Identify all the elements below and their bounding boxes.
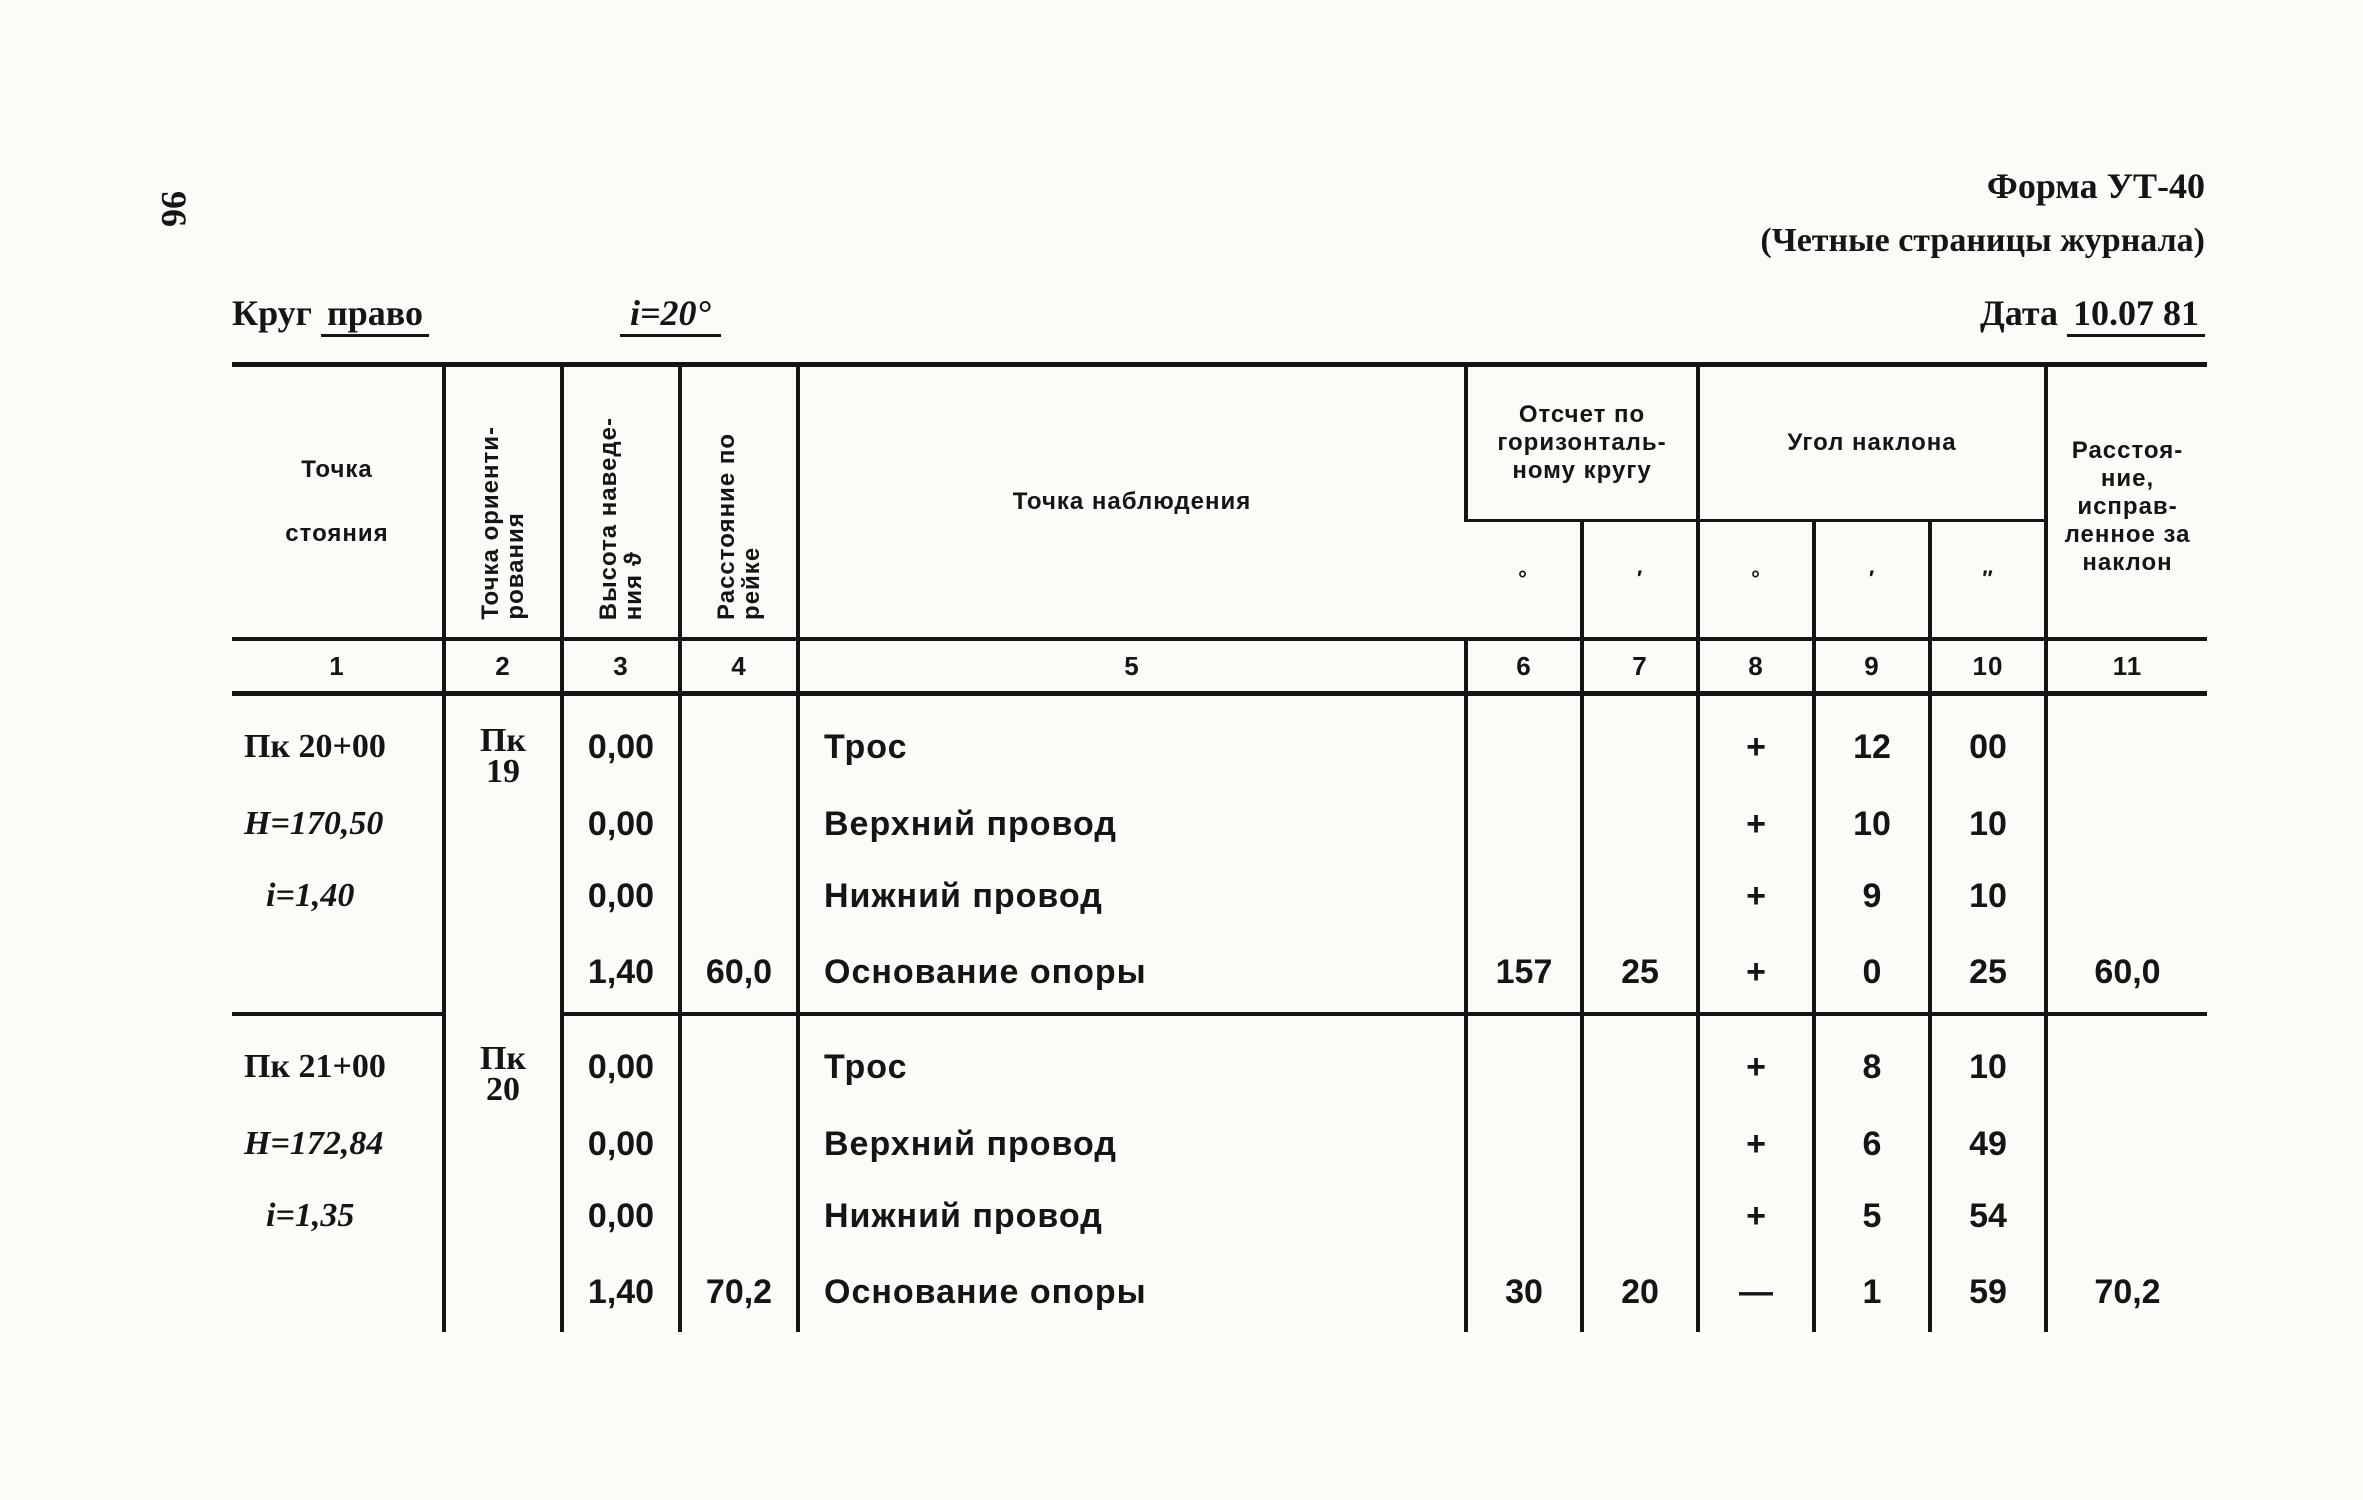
h-min-cell: 20 xyxy=(1582,1252,1698,1332)
circle-value: право xyxy=(321,294,429,337)
circle-label: Круг xyxy=(232,293,312,333)
col-number-5: 5 xyxy=(798,639,1466,694)
header-a-deg: ° xyxy=(1698,520,1814,639)
rod-cell: 70,2 xyxy=(680,1252,798,1332)
height-cell: 1,40 xyxy=(562,1252,680,1332)
orientation-cell xyxy=(444,694,562,1015)
col-number-6: 6 xyxy=(1466,639,1582,694)
h-min-cell: 25 xyxy=(1582,932,1698,1014)
station-cell xyxy=(232,1252,444,1332)
h-min-cell xyxy=(1582,860,1698,932)
a-deg-cell: 1 xyxy=(1814,1252,1930,1332)
header-horizontal-reading: Отсчет по горизонталь-ному кругу xyxy=(1466,365,1698,521)
observation-cell: Верхний провод xyxy=(798,788,1466,860)
observation-cell: Основание опоры xyxy=(798,932,1466,1014)
h-min-cell xyxy=(1582,788,1698,860)
h-deg-cell xyxy=(1466,788,1582,860)
height-cell: 0,00 xyxy=(562,860,680,932)
sign-cell: + xyxy=(1698,1180,1814,1252)
h-min-cell xyxy=(1582,1014,1698,1108)
table-row xyxy=(232,694,2207,789)
dist-cell: 70,2 xyxy=(2046,1252,2207,1332)
a-deg-cell: 0 xyxy=(1814,932,1930,1014)
header-rod-distance xyxy=(680,365,798,640)
col-number-3: 3 xyxy=(562,639,680,694)
dist-cell xyxy=(2046,1180,2207,1252)
dist-cell xyxy=(2046,860,2207,932)
rod-cell xyxy=(680,860,798,932)
a-min-cell: 10 xyxy=(1930,788,2046,860)
a-deg-cell: 10 xyxy=(1814,788,1930,860)
rod-cell xyxy=(680,1108,798,1180)
sign-cell: + xyxy=(1698,1014,1814,1108)
sign-cell: + xyxy=(1698,860,1814,932)
angle-field xyxy=(620,292,721,337)
station-cell: H=172,84 xyxy=(244,1125,384,1162)
rod-cell xyxy=(680,694,798,789)
dist-cell xyxy=(2046,1014,2207,1108)
dist-cell xyxy=(2046,1108,2207,1180)
col-number-9: 9 xyxy=(1814,639,1930,694)
header-sighting-height-text: Высота наведе- ния ϑ xyxy=(594,416,647,620)
observation-cell: Трос xyxy=(798,694,1466,789)
header-station-line1: Точка xyxy=(301,456,373,483)
observation-cell: Нижний провод xyxy=(798,860,1466,932)
height-cell: 0,00 xyxy=(562,1180,680,1252)
observation-cell: Верхний провод xyxy=(798,1108,1466,1180)
date-value: 10.07 81 xyxy=(2067,294,2205,337)
a-min-cell: 10 xyxy=(1930,860,2046,932)
orientation-number: 20 xyxy=(486,1070,520,1108)
a-deg-cell: 8 xyxy=(1814,1014,1930,1108)
form-title: Форма УТ-40 xyxy=(1986,166,2205,206)
rod-cell xyxy=(680,1014,798,1108)
a-deg-cell: 5 xyxy=(1814,1180,1930,1252)
date-label: Дата xyxy=(1980,293,2058,333)
sign-cell: — xyxy=(1698,1252,1814,1332)
header-sighting-height xyxy=(562,365,680,640)
station-cell: H=170,50 xyxy=(244,805,384,842)
h-min-cell xyxy=(1582,1180,1698,1252)
h-min-cell xyxy=(1582,694,1698,789)
table-row xyxy=(232,1014,2207,1108)
rod-cell: 60,0 xyxy=(680,932,798,1014)
height-cell: 0,00 xyxy=(562,1014,680,1108)
observation-cell: Нижний провод xyxy=(798,1180,1466,1252)
a-deg-cell: 12 xyxy=(1814,694,1930,789)
h-deg-cell xyxy=(1466,860,1582,932)
rod-cell xyxy=(680,788,798,860)
orientation-number: 19 xyxy=(486,752,520,790)
station-cell xyxy=(232,932,444,1014)
station-cell: i=1,40 xyxy=(266,877,355,914)
a-min-cell: 00 xyxy=(1930,694,2046,789)
header-inclination: Угол наклона xyxy=(1698,365,2046,521)
header-a-sec: ″ xyxy=(1930,520,2046,639)
orientation-cell xyxy=(444,1014,562,1332)
height-cell: 1,40 xyxy=(562,932,680,1014)
h-deg-cell xyxy=(1466,694,1582,789)
height-cell: 0,00 xyxy=(562,788,680,860)
col-number-1: 1 xyxy=(232,639,444,694)
a-min-cell: 49 xyxy=(1930,1108,2046,1180)
rod-cell xyxy=(680,1180,798,1252)
a-min-cell: 59 xyxy=(1930,1252,2046,1332)
date-field xyxy=(1980,292,2205,337)
h-deg-cell xyxy=(1466,1180,1582,1252)
page-number: 96 xyxy=(154,191,194,227)
a-deg-cell: 9 xyxy=(1814,860,1930,932)
col-number-11: 11 xyxy=(2046,639,2207,694)
form-subtitle: (Четные страницы журнала) xyxy=(1760,222,2205,259)
orientation-label: Пк xyxy=(479,1040,527,1077)
observation-cell: Основание опоры xyxy=(798,1252,1466,1332)
header-orientation-text: Точка ориенти- рования xyxy=(476,426,529,620)
sign-cell: + xyxy=(1698,1108,1814,1180)
observation-journal-table xyxy=(232,362,2207,1332)
orientation-label: Пк xyxy=(479,722,527,759)
col-number-10: 10 xyxy=(1930,639,2046,694)
sign-cell: + xyxy=(1698,932,1814,1014)
observation-cell: Трос xyxy=(798,1014,1466,1108)
header-observation: Точка наблюдения xyxy=(798,365,1466,640)
col-number-7: 7 xyxy=(1582,639,1698,694)
station-cell: Пк 21+00 xyxy=(244,1048,386,1085)
col-number-8: 8 xyxy=(1698,639,1814,694)
dist-cell: 60,0 xyxy=(2046,932,2207,1014)
h-deg-cell: 30 xyxy=(1466,1252,1582,1332)
col-number-4: 4 xyxy=(680,639,798,694)
a-deg-cell: 6 xyxy=(1814,1108,1930,1180)
station-cell: i=1,35 xyxy=(266,1197,355,1234)
header-station xyxy=(232,365,444,640)
a-min-cell: 10 xyxy=(1930,1014,2046,1108)
dist-cell xyxy=(2046,694,2207,789)
header-h-min: ′ xyxy=(1582,520,1698,639)
header-station-line2: стояния xyxy=(285,520,389,547)
sign-cell: + xyxy=(1698,788,1814,860)
angle-value: i=20° xyxy=(620,294,721,337)
circle-field xyxy=(232,292,429,337)
h-deg-cell xyxy=(1466,1014,1582,1108)
a-min-cell: 54 xyxy=(1930,1180,2046,1252)
header-corrected-distance: Расстоя-ние, исправ-ленное за наклон xyxy=(2046,365,2207,640)
header-h-deg: ° xyxy=(1466,520,1582,639)
a-min-cell: 25 xyxy=(1930,932,2046,1014)
height-cell: 0,00 xyxy=(562,1108,680,1180)
header-rod-distance-text: Расстояние по рейке xyxy=(712,433,765,620)
h-min-cell xyxy=(1582,1108,1698,1180)
sign-cell: + xyxy=(1698,694,1814,789)
dist-cell xyxy=(2046,788,2207,860)
h-deg-cell xyxy=(1466,1108,1582,1180)
header-orientation xyxy=(444,365,562,640)
header-a-min: ′ xyxy=(1814,520,1930,639)
h-deg-cell: 157 xyxy=(1466,932,1582,1014)
col-number-2: 2 xyxy=(444,639,562,694)
height-cell: 0,00 xyxy=(562,694,680,789)
station-cell: Пк 20+00 xyxy=(244,728,386,765)
